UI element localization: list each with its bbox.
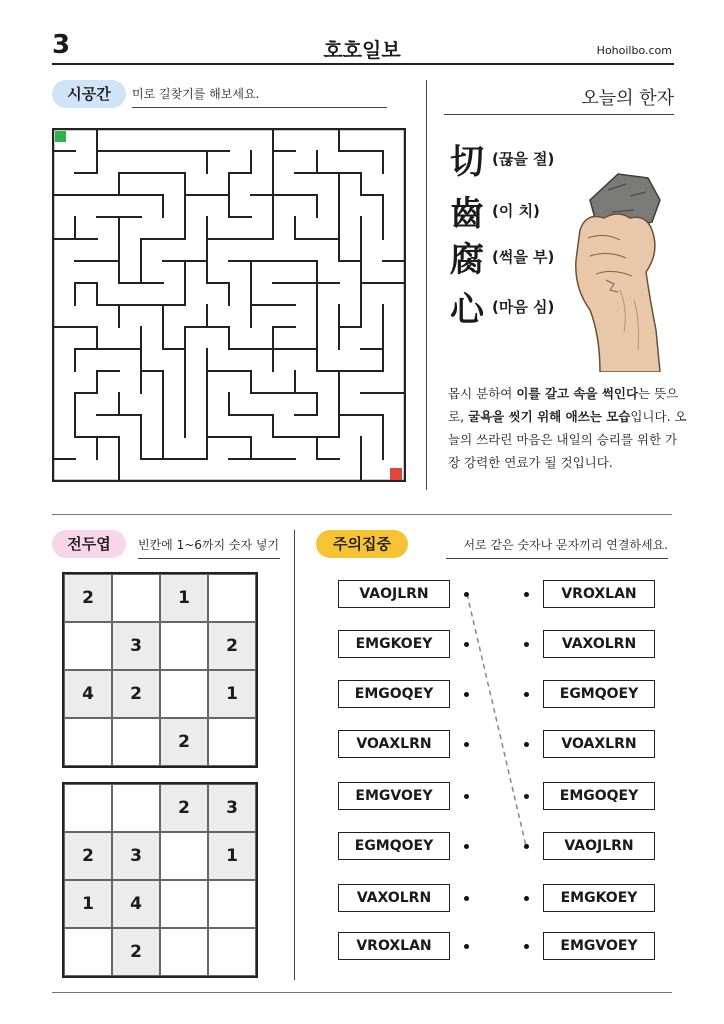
matching-area bbox=[300, 570, 680, 970]
sudoku-cell[interactable] bbox=[160, 928, 208, 976]
sudoku-cell[interactable]: 3 bbox=[112, 832, 160, 880]
left-connect-dot[interactable] bbox=[464, 896, 469, 901]
left-word-box[interactable]: VROXLAN bbox=[338, 932, 450, 960]
sudoku-cell[interactable] bbox=[208, 880, 256, 928]
sudoku-cell[interactable] bbox=[112, 784, 160, 832]
left-word-box[interactable]: EMGVOEY bbox=[338, 782, 450, 810]
right-connect-dot[interactable] bbox=[524, 642, 529, 647]
right-connect-dot[interactable] bbox=[524, 742, 529, 747]
sudoku-cell[interactable]: 4 bbox=[112, 880, 160, 928]
sudoku-cell[interactable]: 4 bbox=[64, 670, 112, 718]
right-word-box[interactable]: VROXLAN bbox=[543, 580, 655, 608]
sudoku-cell[interactable]: 1 bbox=[208, 832, 256, 880]
left-connect-dot[interactable] bbox=[464, 692, 469, 697]
para-text: 는 뜻으로, bbox=[448, 386, 679, 424]
top-divider bbox=[426, 80, 427, 490]
hanja-row-4 bbox=[450, 282, 554, 331]
sudoku-cell[interactable] bbox=[208, 574, 256, 622]
sudoku-grid-2[interactable] bbox=[62, 782, 258, 978]
sudoku-cell[interactable]: 1 bbox=[64, 880, 112, 928]
right-connect-dot[interactable] bbox=[524, 692, 529, 697]
sudoku-cell[interactable] bbox=[64, 718, 112, 766]
sudoku-cell[interactable]: 2 bbox=[64, 574, 112, 622]
right-word-box[interactable]: VAOJLRN bbox=[543, 832, 655, 860]
site-url: Hohoilbo.com bbox=[596, 44, 672, 57]
para-text: 입니다. 오늘의 쓰라린 마음은 내일의 승리를 위한 가장 강력한 연료가 될 것입니다. bbox=[448, 409, 687, 470]
hanja-row-2 bbox=[450, 186, 540, 235]
newspaper-title: 호호일보 bbox=[323, 38, 401, 62]
hanja-char: 心 bbox=[450, 290, 484, 330]
hanja-char: 切 bbox=[450, 142, 484, 182]
maze-pill: 시공간 bbox=[52, 80, 126, 108]
matching-pill: 주의집중 bbox=[316, 530, 408, 558]
sudoku-cell[interactable] bbox=[112, 718, 160, 766]
maze-start-marker bbox=[55, 131, 66, 142]
footer-divider bbox=[52, 992, 672, 993]
sudoku-cell[interactable]: 3 bbox=[208, 784, 256, 832]
right-word-box[interactable]: VAXOLRN bbox=[543, 630, 655, 658]
para-text: 몹시 분하여 bbox=[448, 386, 517, 401]
left-connect-dot[interactable] bbox=[464, 642, 469, 647]
sudoku-cell[interactable] bbox=[160, 622, 208, 670]
hanja-title: 오늘의 한자 bbox=[444, 84, 674, 115]
left-word-box[interactable]: VAXOLRN bbox=[338, 884, 450, 912]
sudoku-cell[interactable] bbox=[112, 574, 160, 622]
sudoku-grid-1[interactable] bbox=[62, 572, 258, 768]
sudoku-cell[interactable]: 2 bbox=[160, 784, 208, 832]
sudoku-cell[interactable]: 2 bbox=[64, 832, 112, 880]
fist-rock-illustration bbox=[560, 160, 670, 372]
left-connect-dot[interactable] bbox=[464, 592, 469, 597]
matching-instruction: 서로 같은 숫자나 문자끼리 연결하세요. bbox=[446, 536, 668, 559]
right-word-box[interactable]: VOAXLRN bbox=[543, 730, 655, 758]
left-word-box[interactable]: VOAXLRN bbox=[338, 730, 450, 758]
hanja-reading: (마음 심) bbox=[492, 298, 555, 316]
left-connect-dot[interactable] bbox=[464, 742, 469, 747]
sudoku-cell[interactable] bbox=[160, 832, 208, 880]
sudoku-cell[interactable]: 3 bbox=[112, 622, 160, 670]
sudoku-cell[interactable] bbox=[160, 670, 208, 718]
sudoku-cell[interactable] bbox=[160, 880, 208, 928]
right-connect-dot[interactable] bbox=[524, 844, 529, 849]
maze-instruction: 미로 길찾기를 해보세요. bbox=[132, 85, 387, 108]
sudoku-cell[interactable]: 2 bbox=[160, 718, 208, 766]
left-connect-dot[interactable] bbox=[464, 844, 469, 849]
right-word-box[interactable]: EMGOQEY bbox=[543, 782, 655, 810]
hanja-char: 腐 bbox=[450, 240, 484, 280]
sudoku-cell[interactable]: 2 bbox=[112, 928, 160, 976]
sudoku-cell[interactable] bbox=[64, 928, 112, 976]
right-word-box[interactable]: EMGKOEY bbox=[543, 884, 655, 912]
right-connect-dot[interactable] bbox=[524, 592, 529, 597]
maze-puzzle[interactable] bbox=[52, 128, 406, 482]
sudoku-cell[interactable] bbox=[64, 784, 112, 832]
left-word-box[interactable]: VAOJLRN bbox=[338, 580, 450, 608]
hanja-reading: (끊을 절) bbox=[492, 150, 555, 168]
bottom-divider bbox=[294, 530, 295, 980]
hanja-char: 齒 bbox=[450, 194, 484, 234]
maze-end-marker bbox=[390, 468, 402, 480]
sudoku-cell[interactable] bbox=[208, 928, 256, 976]
hanja-row-1 bbox=[450, 134, 554, 183]
middle-divider bbox=[52, 514, 672, 515]
left-word-box[interactable]: EMGKOEY bbox=[338, 630, 450, 658]
hanja-reading: (썩을 부) bbox=[492, 248, 555, 266]
header-divider bbox=[52, 63, 674, 65]
sudoku-cell[interactable]: 1 bbox=[160, 574, 208, 622]
left-word-box[interactable]: EMGOQEY bbox=[338, 680, 450, 708]
right-connect-dot[interactable] bbox=[524, 896, 529, 901]
hanja-reading: (이 치) bbox=[492, 202, 540, 220]
sudoku-cell[interactable] bbox=[64, 622, 112, 670]
right-connect-dot[interactable] bbox=[524, 794, 529, 799]
sudoku-instruction: 빈칸에 1~6까지 숫자 넣기 bbox=[138, 536, 280, 559]
sudoku-cell[interactable] bbox=[208, 718, 256, 766]
para-bold: 이를 갈고 속을 썩인다 bbox=[516, 386, 639, 401]
sudoku-pill: 전두엽 bbox=[52, 530, 126, 558]
sudoku-cell[interactable]: 1 bbox=[208, 670, 256, 718]
left-word-box[interactable]: EGMQOEY bbox=[338, 832, 450, 860]
left-connect-dot[interactable] bbox=[464, 944, 469, 949]
right-word-box[interactable]: EMGVOEY bbox=[543, 932, 655, 960]
sudoku-cell[interactable]: 2 bbox=[208, 622, 256, 670]
sudoku-cell[interactable]: 2 bbox=[112, 670, 160, 718]
page-number: 3 bbox=[52, 30, 71, 60]
right-word-box[interactable]: EGMQOEY bbox=[543, 680, 655, 708]
hanja-explanation bbox=[448, 382, 688, 474]
right-connect-dot[interactable] bbox=[524, 944, 529, 949]
para-bold: 굴욕을 씻기 위해 애쓰는 모습 bbox=[468, 409, 631, 424]
hanja-row-3 bbox=[450, 232, 554, 281]
left-connect-dot[interactable] bbox=[464, 794, 469, 799]
